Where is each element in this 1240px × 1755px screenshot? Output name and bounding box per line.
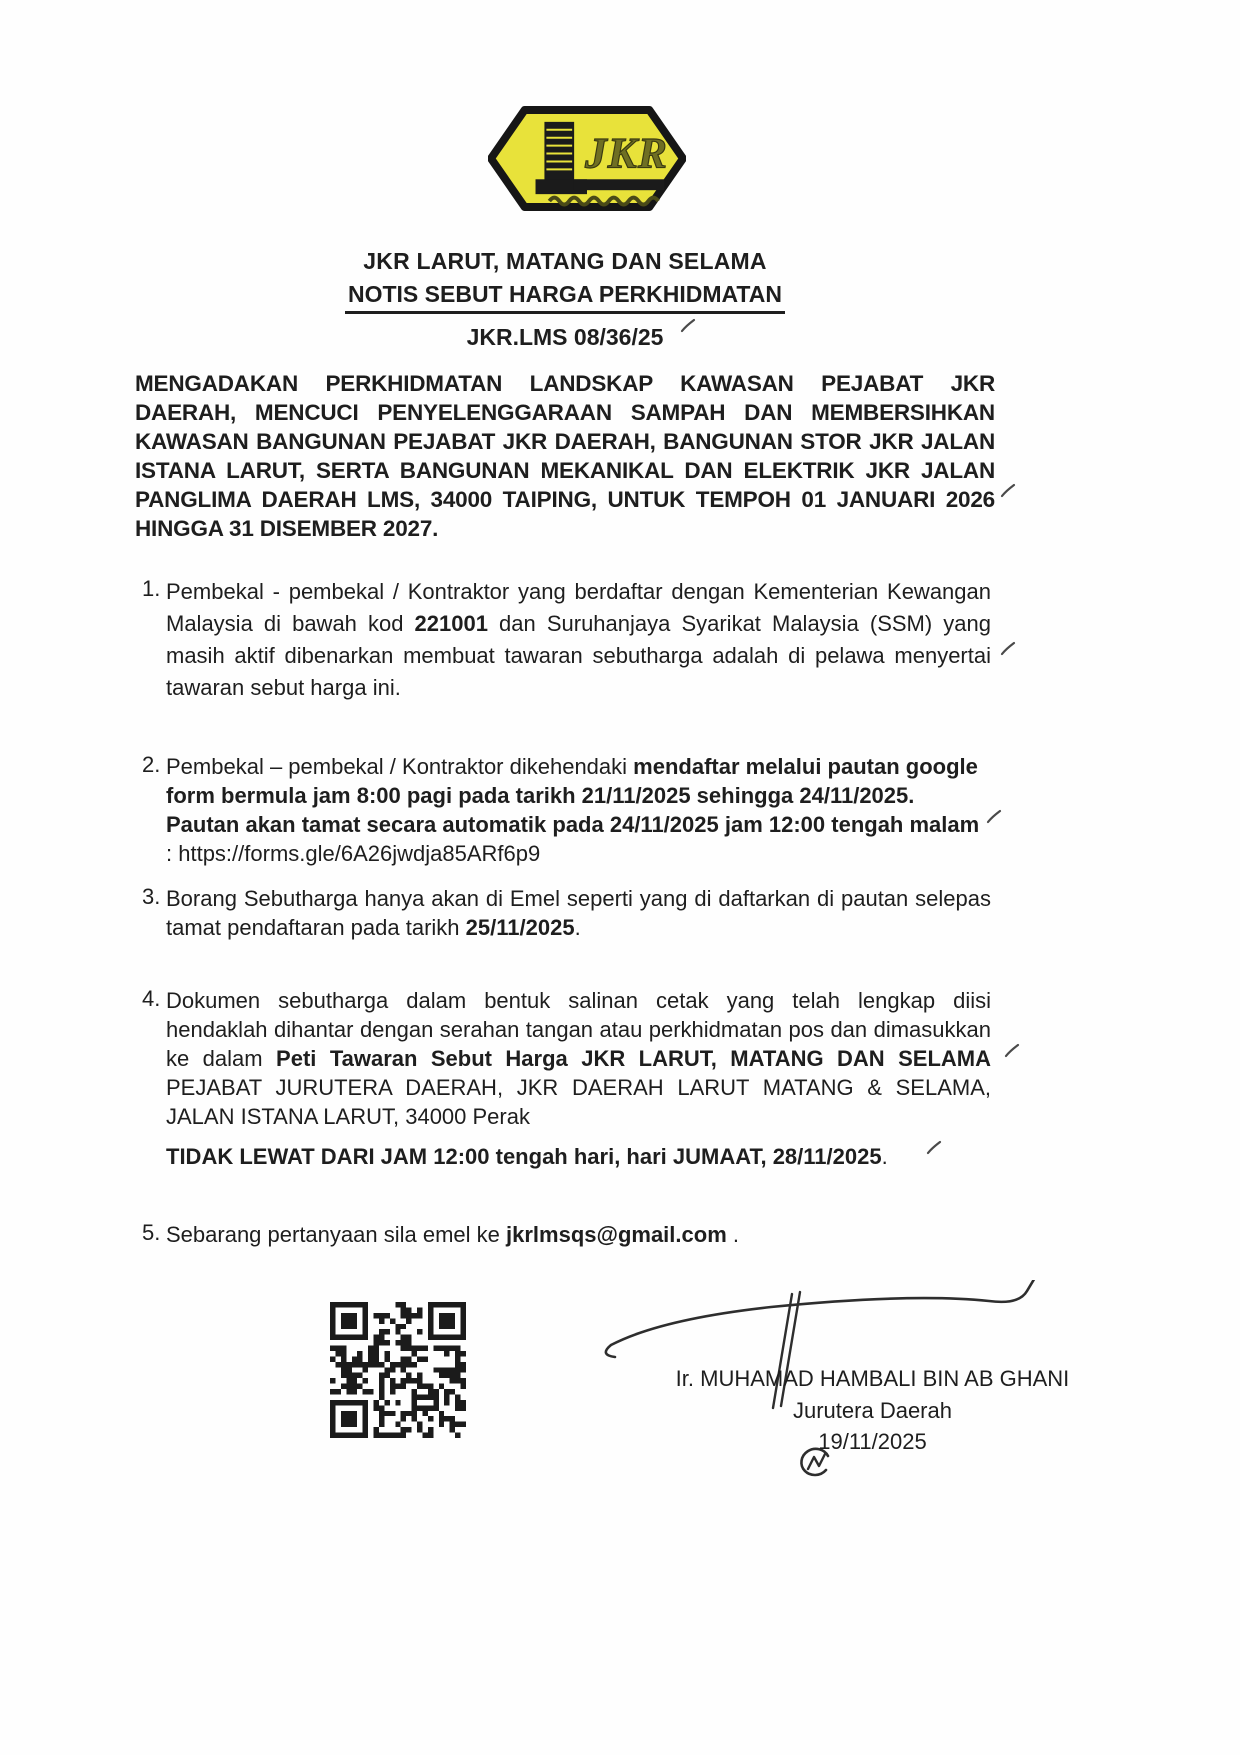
tender-box-name: Peti Tawaran Sebut Harga JKR LARUT, MATANG DAN SELAMA (276, 1046, 991, 1071)
signatory-date: 19/11/2025 (818, 1429, 927, 1454)
handwritten-tick (1000, 483, 1016, 499)
item-number: 3. (142, 884, 161, 909)
item-text (166, 752, 991, 868)
list-item-5 (142, 1220, 992, 1249)
list-item-3 (142, 884, 992, 942)
text-run: Pembekal – pembekal / Kontraktor dikehendaki (166, 754, 634, 779)
text-run: Borang Sebutharga hanya akan di Emel seperti yang di daftarkan di pautan selepas tamat pendaftaran pada tarikh (166, 886, 991, 940)
jkr-logo-text: JKR (585, 129, 668, 178)
reference-number: JKR.LMS 08/36/25 (466, 324, 664, 350)
department-title: JKR LARUT, MATANG DAN SELAMA (363, 248, 767, 274)
deadline-text: TIDAK LEWAT DARI JAM 12:00 tengah hari, hari JUMAAT, 28/11/2025 (166, 1144, 882, 1169)
notice-description: MENGADAKAN PERKHIDMATAN LANDSKAP KAWASAN PEJABAT JKR DAERAH, MENCUCI PENYELENGGARAAN SAMPAH DAN MEMBERSIHKAN KAWASAN BANGUNAN PEJABAT JKR DAERAH, BANGUNAN STOR JKR JALAN ISTANA LARUT, SERTA BANGUNAN MEKANIKAL DAN ELEKTRIK JKR JALAN PANGLIMA DAERAH LMS, 34000 TAIPING, UNTUK TEMPOH 01 JANUARI 2026 HINGGA 31 DISEMBER 2027. (135, 371, 995, 541)
handwritten-tick (1004, 1043, 1020, 1059)
handwritten-tick (1000, 641, 1016, 657)
text-run: Sebarang pertanyaan sila emel ke (166, 1222, 506, 1247)
signatory-title: Jurutera Daerah (793, 1397, 952, 1423)
text-run: . (574, 915, 581, 940)
google-form-link[interactable]: https://forms.gle/6A26jwdja85ARf6p9 (178, 841, 541, 866)
item-text (166, 576, 991, 704)
email-date: 25/11/2025 (465, 915, 575, 940)
text-run: Dokumen sebutharga dalam bentuk salinan cetak yang telah lengkap diisi hendaklah dihantar dengan serahan tangan atau perkhidmatan pos dan dimasukkan ke dalam (166, 988, 991, 1071)
item-number: 1. (142, 576, 161, 601)
notice-title (135, 281, 995, 314)
registration-instruction: mendaftar melalui pautan google form bermula jam 8:00 pagi pada tarikh 21/11/2025 sehingga 24/11/2025. Pautan akan tamat secara automatik pada 24/11/2025 jam 12:00 tengah malam (166, 754, 980, 837)
text-run: . (726, 1222, 739, 1247)
handwritten-tick (986, 809, 1002, 825)
list-item-4 (142, 986, 992, 1131)
item-number: 2. (142, 752, 161, 777)
text-run: Pembekal - pembekal / Kontraktor yang berdaftar dengan Kementerian Kewangan Malaysia di bawah kod (166, 579, 991, 636)
item-number: 5. (142, 1220, 161, 1245)
mof-code: 221001 (414, 611, 488, 636)
submission-deadline (166, 1142, 991, 1171)
handwritten-tick (680, 318, 696, 334)
item-text (166, 1220, 991, 1249)
qr-code (330, 1302, 466, 1438)
signatory-name: Ir. MUHAMAD HAMBALI BIN AB GHANI (675, 1366, 1070, 1391)
list-item-1 (142, 576, 992, 704)
text-run: dan Suruhanjaya Syarikat Malaysia (SSM) yang masih aktif dibenarkan membuat tawaran sebutharga adalah di pelawa menyertai tawaran sebut harga ini. (166, 611, 991, 700)
item-text (166, 884, 991, 942)
handwritten-tick (926, 1140, 942, 1156)
list-item-2 (142, 752, 992, 868)
signatory-block (650, 1363, 1095, 1458)
contact-email[interactable]: jkrlmsqs@gmail.com (506, 1222, 727, 1247)
item-text (166, 986, 991, 1131)
qr-code-icon (330, 1302, 466, 1438)
text-run: : (166, 841, 179, 866)
jkr-logo (488, 102, 686, 215)
notice-title-text: NOTIS SEBUT HARGA PERKHIDMATAN (345, 281, 785, 314)
text-run: . (881, 1144, 888, 1169)
jkr-logo-icon (488, 102, 686, 215)
item-number: 4. (142, 986, 161, 1011)
text-run: PEJABAT JURUTERA DAERAH, JKR DAERAH LARUT MATANG & SELAMA, JALAN ISTANA LARUT, 34000 Perak (166, 1075, 991, 1129)
